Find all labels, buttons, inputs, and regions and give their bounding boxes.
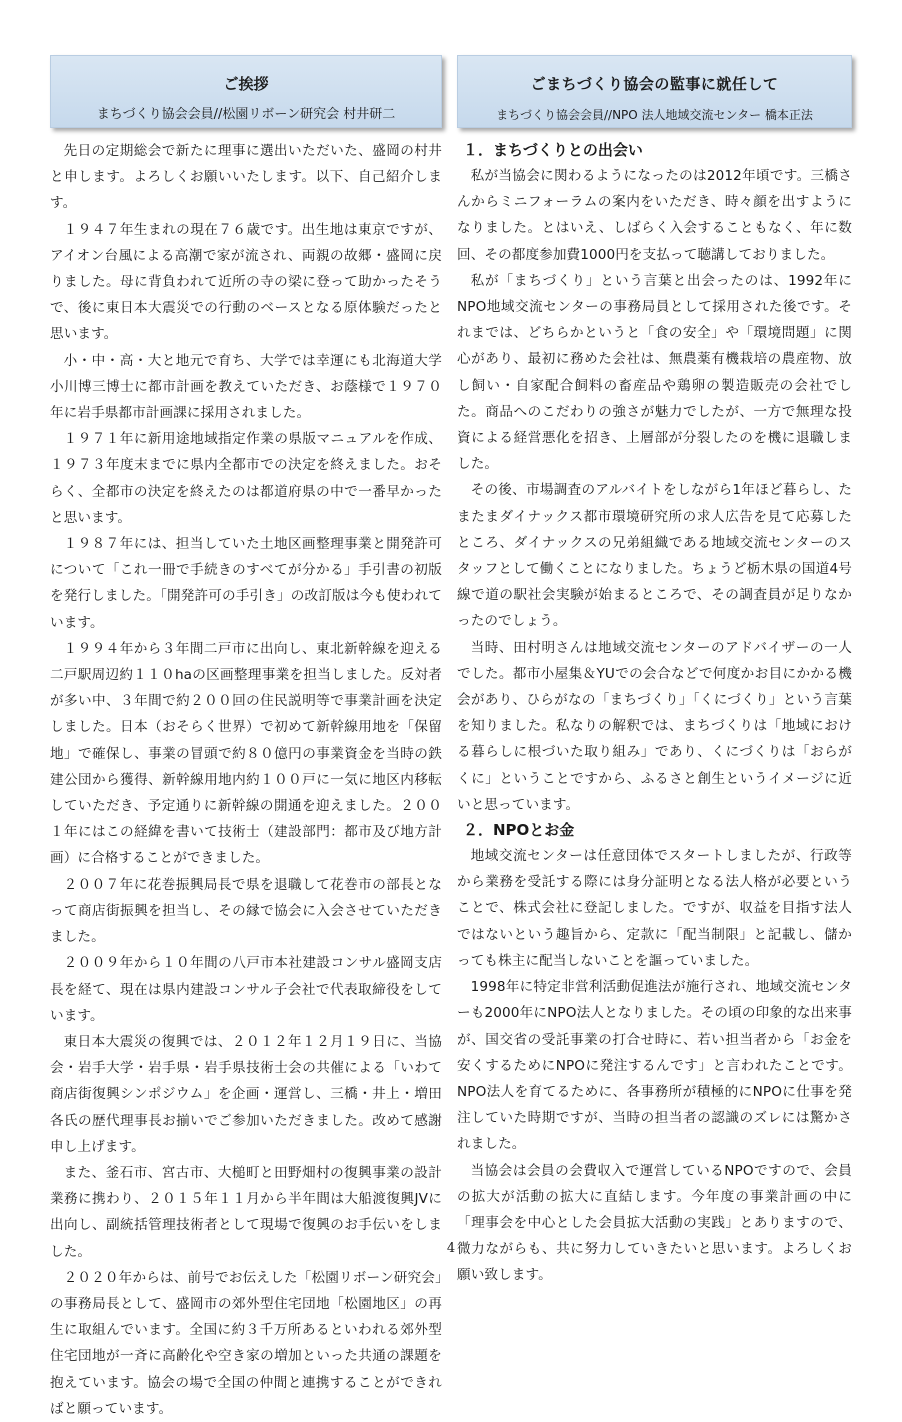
page-number: 4 <box>446 1241 456 1256</box>
paragraph: 東日本大震災の復興では、２０１２年１２月１９日に、当協会・岩手大学・岩手県・岩手県技術士会の共催による「いわて商店街復興シンポジウム」を企画・運営し、三橋・井上・増田各氏の歴代理事長お揃いでご参加いただきました。改めて感謝申し上げます。 <box>50 1033 442 1155</box>
paragraph: ２００９年から１０年間の八戸市本社建設コンサル盛岡支店長を経て、現在は県内建設コンサル子会社で代表取締役をしています。 <box>50 955 442 1024</box>
section-heading: ２．NPOとお金 <box>463 821 575 840</box>
paragraph: １９７１年に新用途地域指定作業の県版マニュアルを作成、１９７３年度末までに県内全都市での決定を終えました。おそらく、全都市の決定を終えたのは都道府県の中で一番早かったと思います。 <box>50 431 442 526</box>
paragraph: また、釜石市、宮古市、大槌町と田野畑村の復興事業の設計業務に携わり、２０１５年１１月から半年間は大船渡復興JVに出向し、副統括管理技術者として現場で復興のお手伝いをしました。 <box>50 1164 442 1260</box>
paragraph: 先日の定期総会で新たに理事に選出いただいた、盛岡の村井と申します。よろしくお願いいたします。以下、自己紹介します。 <box>50 143 442 212</box>
paragraph: 地域交流センターは任意団体でスタートしましたが、行政等から業務を受託する際には身分証明となる法人格が必要ということで、株式会社に登記しました。ですが、収益を目指す法人ではないという趣旨から、定款に「配当制限」と記載し、儲かっても株主に配当しないことを謳っていました。 <box>457 848 852 969</box>
left-article-author: まちづくり協会会員//松園リボーン研究会 村井研二 <box>96 107 396 122</box>
right-article-author: まちづくり協会会員//NPO 法人地域交流センター 橋本正法 <box>496 108 813 122</box>
section-heading: １．まちづくりとの出会い <box>463 141 643 159</box>
paragraph: １９８７年には、担当していた土地区画整理事業と開発許可について「これ一冊で手続きのすべてが分かる」手引書の初版を発行しました。「開発許可の手引き」の改訂版は今も使われています。 <box>50 536 442 631</box>
paragraph: 私が当協会に関わるようになったのは2012年頃です。三橋さんからミニフォーラムの案内をいただき、時々顔を出すようになりました。とはいえ、しばらく入会することもなく、年に数回、その都度参加費1000円を支払って聴講しておりました。 <box>457 168 852 263</box>
paragraph: 当協会は会員の会費収入で運営しているNPOですので、会員の拡大が活動の拡大に直結します。今年度の事業計画の中に「理事会を中心とした会員拡大活動の実践」とありますので、微力ながらも、共に努力していきたいと思います。よろしくお願い致します。 <box>457 1162 852 1284</box>
left-article-title: ご挨拶 <box>223 75 269 93</box>
paragraph: 小・中・高・大と地元で育ち、大学では幸運にも北海道大学小川博三博士に都市計画を教えていただき、お蔭様で１９７０年に岩手県都市計画課に採用されました。 <box>50 352 442 422</box>
left-article-body <box>50 138 442 1422</box>
paragraph: 1998年に特定非営利活動促進法が施行され、地域交流センターも2000年にNPO法人となりました。その頃の印象的な出来事が、国交省の受託事業の打合せ時に、若い担当者から「お金を安くするためにNPOに発注するんです」と言われたことです。NPO法人を育てるために、各事務所が積極的にNPOに仕事を発注していた時期ですが、当時の担当者の認識のズレには驚かされました。 <box>457 979 852 1153</box>
paragraph: その後、市場調査のアルバイトをしながら1年ほど暮らし、たまたまダイナックス都市環境研究所の求人広告を見て応募したところ、ダイナックスの兄弟組織である地域交流センターのスタッフとして働くことになりました。ちょうど栃木県の国道4号線で道の駅社会実験が始まるところで、その調査員が足りなかったのでしょう。 <box>457 482 852 630</box>
paragraph: １９９４年から３年間二戸市に出向し、東北新幹線を迎える二戸駅周辺約１１０haの区画整理事業を担当しました。反対者が多い中、３年間で約２００回の住民説明等で事業計画を決定しました。日本（おそらく世界）で初めて新幹線用地を「保留地」で確保し、事業の冒頭で約８０億円の事業資金を当時の鉄建公団から獲得、新幹線用地内約１００戸に一気に地区内移転していただき、予定通りに新幹線の開通を迎えました。２００１年にはこの経緯を書いて技術士（建設部門：都市及び地方計画）に合格することができました。 <box>50 640 442 867</box>
paragraph: ２０２０年からは、前号でお伝えした「松園リボーン研究会」の事務局長として、盛岡市の郊外型住宅団地「松園地区」の再生に取組んでいます。全国に約３千万所あるといわれる郊外型住宅団地が一斉に高齢化や空き家の増加といった共通の課題を抱えています。協会の場で全国の仲間と連携することができればと願っています。 <box>50 1269 442 1417</box>
paragraph: １９４７年生まれの現在７６歳です。出生地は東京ですが、アイオン台風による高潮で家が流され、両親の故郷・盛岡に戻りました。母に背負われて近所の寺の梁に登って助かったそうで、後に東日本大震災での行動のベースとなる原体験だったと思います。 <box>50 221 442 343</box>
left-article <box>50 55 442 1422</box>
right-article-body <box>457 138 852 1289</box>
right-article <box>457 55 852 1289</box>
left-header-box <box>50 55 442 128</box>
paragraph: ２００７年に花巻振興局長で県を退職して花巻市の部長となって商店街振興を担当し、その縁で協会に入会させていただきました。 <box>50 876 442 946</box>
right-article-title: ごまちづくり協会の監事に就任して <box>530 75 779 93</box>
paragraph: 当時、田村明さんは地域交流センターのアドバイザーの一人でした。都市小屋集＆YUでの会合などで何度かお目にかかる機会があり、ひらがなの「まちづくり」「くにづくり」という言葉を知りました。私なりの解釈では、まちづくりは「地域における暮らしに根づいた取り組み」であり、くにづくりは「おらがくに」ということですから、ふるさと創生というイメージに近いと思っています。 <box>457 639 852 813</box>
right-header-box <box>457 55 852 128</box>
paragraph: 私が「まちづくり」という言葉と出会ったのは、1992年にNPO地域交流センターの事務局員として採用された後です。それまでは、どちらかというと「食の安全」や「環境問題」に関心があり、最初に務めた会社は、無農薬有機栽培の農産物、放し飼い・自家配合飼料の畜産品や鶏卵の製造販売の会社でした。商品へのこだわりの強さが魅力でしたが、一方で無理な投資による経営悪化を招き、上層部が分裂したのを機に退職しました。 <box>457 272 852 473</box>
